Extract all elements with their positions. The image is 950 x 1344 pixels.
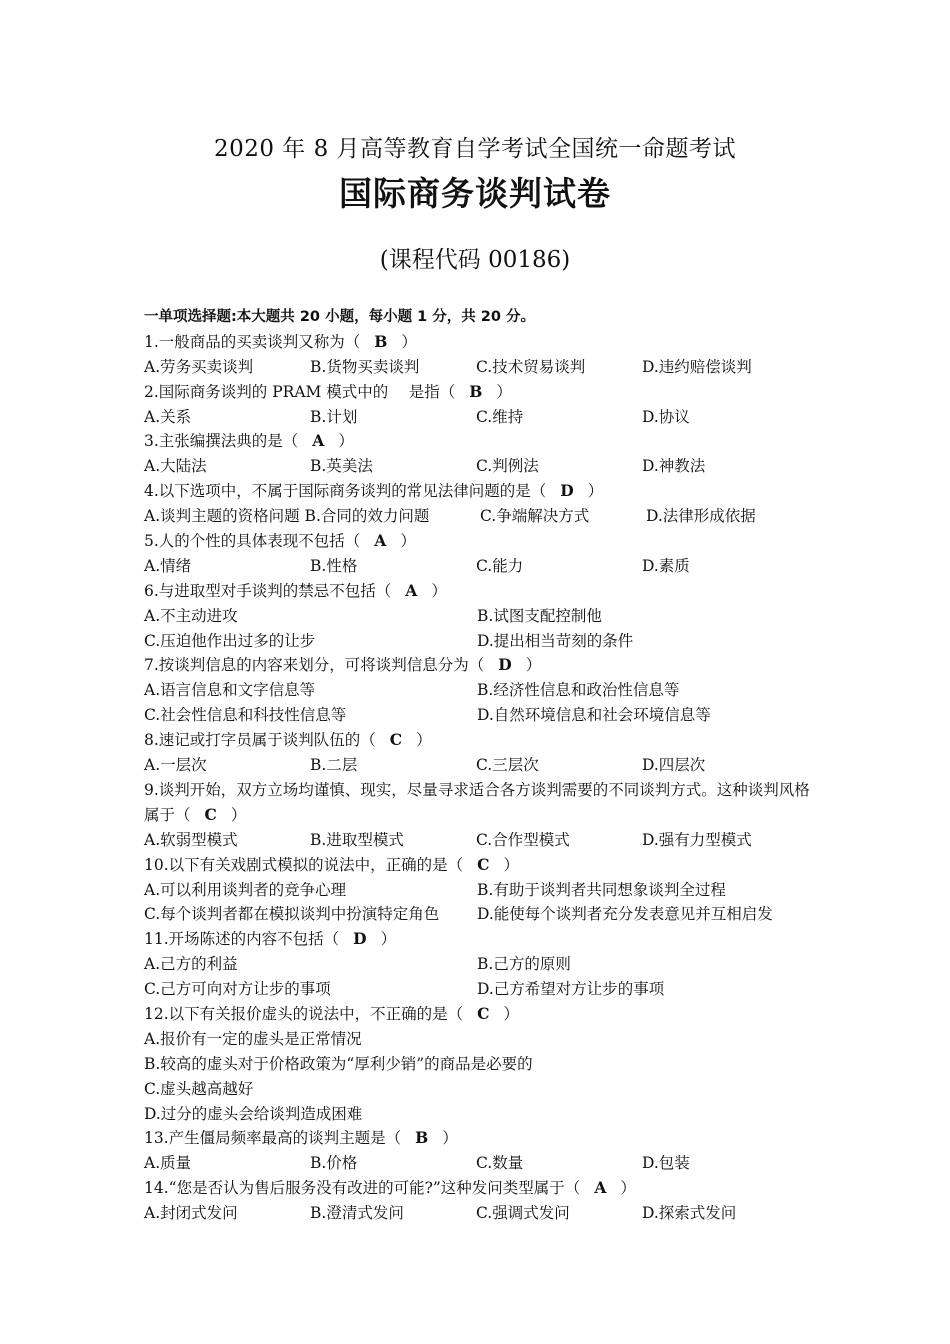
question-body	[144, 305, 824, 1226]
option-row	[144, 678, 824, 703]
option-b: B.经济性信息和政治性信息等	[477, 681, 680, 700]
option-a: A.关系	[144, 407, 192, 426]
question-stem: 8.速记或打字员属于谈判队伍的（ C ）	[144, 728, 824, 753]
question-stem: 3.主张编撰法典的是（ A ）	[144, 429, 824, 454]
option-c: C.判例法	[476, 457, 539, 476]
option-d: D.素质	[642, 556, 690, 575]
option-row	[144, 1151, 824, 1176]
option-d: D.强有力型模式	[642, 830, 752, 849]
question-stem: 4.以下选项中，不属于国际商务谈判的常见法律问题的是（ D ）	[144, 479, 824, 504]
option-row	[144, 629, 824, 654]
exam-session-line: 2020 年 8 月高等教育自学考试全国统一命题考试	[213, 136, 737, 162]
answer-key: D	[498, 655, 512, 675]
option-row	[144, 355, 824, 380]
option-a: A.软弱型模式	[144, 830, 238, 849]
option-d: D.探索式发问	[642, 1204, 737, 1223]
question-stem: 11.开场陈述的内容不包括（ D ）	[144, 927, 824, 952]
option-c: C.己方可向对方让步的事项	[144, 980, 331, 999]
option-b: B.较高的虚头对于价格政策为“厚利少销”的商品是必要的	[144, 1054, 533, 1073]
option-row	[144, 878, 824, 903]
option-a-b: A.谈判主题的资格问题 B.合同的效力问题	[144, 507, 430, 526]
option-a: A.大陆法	[144, 457, 207, 476]
answer-key: C	[477, 1003, 490, 1023]
exam-title: 国际商务谈判试卷	[339, 174, 611, 213]
option-row	[144, 753, 824, 778]
option-b: B.进取型模式	[310, 830, 404, 849]
answer-key: B	[469, 381, 483, 401]
answer-key: C	[204, 804, 217, 824]
option-b: B.试图支配控制他	[477, 606, 602, 625]
option-a: A.己方的利益	[144, 955, 238, 974]
option-d: D.包装	[642, 1154, 690, 1173]
question-stem: 6.与进取型对手谈判的禁忌不包括（ A ）	[144, 579, 824, 604]
question-stem: 7.按谈判信息的内容来划分，可将谈判信息分为（ D ）	[144, 653, 824, 678]
answer-key: A	[594, 1178, 607, 1198]
question-stem: 10.以下有关戏剧式模拟的说法中，正确的是（ C ）	[144, 853, 824, 878]
option-a: A.不主动进攻	[144, 606, 238, 625]
option-c: C.争端解决方式	[480, 507, 590, 526]
option-b: B.二层	[310, 756, 358, 775]
question-stem: 14.“您是否认为售后服务没有改进的可能?”这种发问类型属于（ A ）	[144, 1176, 824, 1201]
section-heading: 一单项选择题:本大题共 20 小题，每小题 1 分，共 20 分。	[144, 309, 536, 325]
option-d: D.违约赔偿谈判	[642, 357, 752, 376]
option-row	[144, 504, 824, 529]
option-row	[144, 454, 824, 479]
answer-key: A	[405, 580, 418, 600]
option-row	[144, 405, 824, 430]
option-c: C.数量	[476, 1154, 524, 1173]
option-b: B.澄清式发问	[310, 1204, 404, 1223]
option-c: C.能力	[476, 556, 524, 575]
option-d: D.四层次	[642, 756, 706, 775]
question-stem: 1.一般商品的买卖谈判又称为（ B ）	[144, 330, 824, 355]
answer-key: B	[415, 1128, 429, 1148]
option-c: C.每个谈判者都在模拟谈判中扮演特定角色	[144, 905, 440, 924]
question-stem: 9.谈判开始，双方立场均谨慎、现实，尽量寻求适合各方谈判需要的不同谈判方式。这种谈判风格属于（ C ）	[144, 778, 814, 828]
answer-key: B	[374, 331, 388, 351]
answer-key: A	[312, 431, 325, 451]
option-a: A.报价有一定的虚头是正常情况	[144, 1029, 362, 1048]
option-d: D.神教法	[642, 457, 706, 476]
option-b: B.性格	[310, 556, 358, 575]
answer-key: C	[477, 854, 490, 874]
option-d: D.协议	[642, 407, 690, 426]
answer-key: C	[389, 730, 403, 750]
option-row	[144, 604, 824, 629]
option-c: C.合作型模式	[476, 830, 570, 849]
answer-key: D	[353, 929, 367, 949]
option-c: C.强调式发问	[476, 1204, 570, 1223]
option-row	[144, 1201, 824, 1226]
option-a: A.封闭式发问	[144, 1204, 238, 1223]
option-c: C.技术贸易谈判	[476, 357, 586, 376]
option-a: A.语言信息和文字信息等	[144, 681, 316, 700]
option-a: A.情绪	[144, 556, 192, 575]
option-d: D.提出相当苛刻的条件	[477, 631, 634, 650]
option-a: A.可以利用谈判者的竞争心理	[144, 880, 347, 899]
option-a: A.质量	[144, 1154, 192, 1173]
option-c: C.社会性信息和科技性信息等	[144, 706, 347, 725]
option-row	[144, 977, 824, 1002]
option-c: C.维持	[476, 407, 524, 426]
option-b: B.货物买卖谈判	[310, 357, 420, 376]
option-b: B.计划	[310, 407, 358, 426]
option-c: C.压迫他作出过多的让步	[144, 631, 316, 650]
option-c: C.虚头越高越好	[144, 1079, 254, 1098]
option-row	[144, 703, 824, 728]
answer-key: A	[374, 531, 387, 551]
option-b: B.英美法	[310, 457, 373, 476]
answer-key: D	[560, 481, 574, 501]
course-code: (课程代码 00186)	[379, 247, 571, 273]
question-stem: 12.以下有关报价虚头的说法中，不正确的是（ C ）	[144, 1002, 824, 1027]
question-stem: 5.人的个性的具体表现不包括（ A ）	[144, 529, 824, 554]
option-b: B.价格	[310, 1154, 358, 1173]
option-d: D.过分的虚头会给谈判造成困难	[144, 1104, 363, 1123]
option-row	[144, 902, 824, 927]
option-a: A.一层次	[144, 756, 207, 775]
option-a: A.劳务买卖谈判	[144, 357, 254, 376]
option-b: B.有助于谈判者共同想象谈判全过程	[477, 880, 726, 899]
option-b: B.己方的原则	[477, 955, 571, 974]
question-stem: 13.产生僵局频率最高的谈判主题是（ B ）	[144, 1126, 824, 1151]
option-row	[144, 952, 824, 977]
option-d: D.能使每个谈判者充分发表意见并互相启发	[477, 905, 773, 924]
option-d: D.自然环境信息和社会环境信息等	[477, 706, 711, 725]
question-stem: 2.国际商务谈判的 PRAM 模式中的 是指（ B ）	[144, 380, 824, 405]
option-row	[144, 828, 824, 853]
option-d: D.己方希望对方让步的事项	[477, 980, 665, 999]
option-c: C.三层次	[476, 756, 539, 775]
option-d: D.法律形成依据	[646, 507, 756, 526]
option-row	[144, 554, 824, 579]
